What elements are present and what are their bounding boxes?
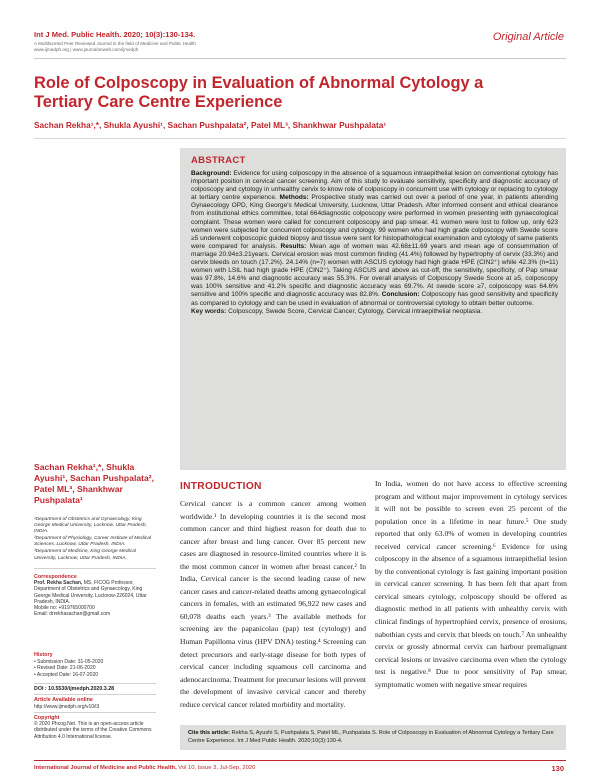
- correspondence-block: [34, 574, 156, 617]
- abstract-heading: ABSTRACT: [191, 155, 246, 166]
- online-url[interactable]: http://www.ijmedph.org/v10/i3: [34, 703, 100, 710]
- correspondence-heading: Correspondence: [34, 574, 77, 580]
- journal-website[interactable]: www.ijmedph.org | www.journalonweb.com/ijmedph: [34, 47, 139, 52]
- correspondence-details: [34, 580, 156, 605]
- keywords-label: Key words:: [191, 307, 227, 315]
- article-title: Role of Colposcopy in Evaluation of Abnormal Cytology a Tertiary Care Centre Experience: [34, 74, 484, 111]
- copyright-heading: Copyright: [34, 715, 60, 721]
- background-label: Background:: [191, 170, 232, 177]
- footer-journal: [34, 765, 255, 771]
- introduction-heading: INTRODUCTION: [180, 481, 262, 492]
- methods-text: Prospective study was carried out over a period of one year, in patients attending Gynaecology OPD, King George's Medical University, Lucknow, Uttar Pradesh. After informed consent and ethical clearance from institutional ethics committee, total 664diagnostic colposcopy were performed in women presenting with gynaecological complaint. These women were called for concurrent colposcopy and pap smear. 41 women were lost to follow up, only 623 women were subjected for concurrent colposcopy and cytology. 99 women who had high grade colposcopy with Swede score ≥5 underwent colposcopic guided biopsy and tissue were sent for histopathological examination and cytology of same patients were compared for analysis.: [191, 194, 558, 250]
- copyright-text: © 2020 Phcog.Net. This is an open-access article distributed under the terms of the Creative Commons Attribution 4.0 International license.: [34, 721, 152, 740]
- methods-label: Methods:: [279, 194, 309, 202]
- affiliation-3: ³Department of Medicine, King George Medical University, Lucknow, Uttar Pradesh, INDIA.: [34, 549, 136, 561]
- history-block: [34, 652, 156, 678]
- body-column-right: In India, women do not have access to effective screening program and without major improvement in cytology services it will not be possible to screen even 25 percent of the population once in a lifetime in near future.⁵ One study reported that only 63.0% of women in developing countries received cervical cancer screening.⁶ Evidence for using colposcopy in the absence of a squamous intraepithelial lesion by the conventional cytology is fast gaining important position in cervical cancer screening. It has been felt that apart from cervical smears cytology, colposcopy should be offered as diagnostic method in all patients with unhealthy cervix with clinical findings of hypertrophied cervix, presence of erosions, nabothian cysts and cervix that bleeds on touch.⁷ An unhealthy cervix or grossly abnormal cervix can harbour premalignant cervical lesions or invasive carcinoma even when the cytology test is negative.⁸ Due to poor sensitivity of Pap smear, symptomatic women with negative smear requires: [375, 479, 567, 689]
- author-list: Sachan Rekha¹,*, Shukla Ayushi¹, Sachan Pushpalata², Patel ML³, Shankhwar Pushpalata¹: [34, 120, 387, 130]
- keywords-text: Colposcopy, Swede Score, Cervical Cancer, Cytology, Cervical intraepithelial neoplasia.: [226, 307, 483, 315]
- doi-value[interactable]: 10.5530/ijmedph.2020.3.28: [48, 686, 115, 692]
- history-heading: History: [34, 652, 53, 658]
- keywords: [191, 308, 558, 316]
- online-block: [34, 697, 156, 710]
- sidebar-divider: [34, 683, 156, 684]
- affiliation-1: ¹Department of Obstetrics and Gynaecology, King George Medical University, Lucknow, Uttar Pradesh, INDIA.: [34, 517, 147, 535]
- submission-date: • Submission Date: 31-05-2020: [34, 658, 104, 665]
- correspondence-name: Prof. Rekha Sachan,: [34, 580, 83, 587]
- affiliations: [34, 517, 156, 563]
- page-number: 130: [551, 764, 564, 773]
- online-heading: Article Available online: [34, 697, 93, 703]
- article-type-label: Original Article: [492, 31, 564, 43]
- doi-label: DOI :: [34, 686, 49, 692]
- background-text: Evidence for using colposcopy in the absence of a squamous intraepithelial lesion on conventional cytology has important position in cervical cancer screening. Aim of this study to evaluate sensitivity, specificity and diagnostic accuracy of colposcopy and cytology in unhealthy cervix to know role of colposcopy in concurrent use with cytology or replacing to cytology at tertiary centre experience.: [191, 170, 558, 202]
- cite-this-article-box: [180, 725, 566, 750]
- results-text: Mean age of women was 42.68±11.69 years and mean age of consummation of marriage 20.94±3.21years. Cervical erosion was most common finding (41.4%) followed by hypertrophy of cervix (33.3%) and cervix bleeds on touch (17.2%). 24.14% (n=7) women with ASCUS cytology had high grade HPE (CIN2⁺) while 42.3% (n=11) women with LSIL had high grade HPE (CIN2⁺). Taking ASCUS and above as cut-off, the sensitivity, specificity, of Pap smear was 97.8%, 14.6% and diagnostic accuracy was 55.3%. For overall analysis of Colposcopy Swede Score at ≥5, colposcopy was 100% sensitive and 41.2% specific and diagnostic accuracy was 69.7%. At swede score ≥7, colposcopy was 64.6% sensitive and 100% specific and diagnostic accuracy was 82.8%.: [191, 242, 558, 299]
- correspondence-email[interactable]: Email: drrekhasachan@gmail.com: [34, 611, 111, 618]
- conclusion-text: Colposcopy has good sensitivity and specificity as compared to cytology and can be used in evaluation of abnormal or controversial cytology to obtain better outcome.: [191, 291, 558, 307]
- header-divider: [34, 58, 566, 59]
- author-divider: [34, 138, 566, 139]
- journal-subtitle: A Multifaceted Peer Reviewed Journal in the field of Medicine and Public Health: [34, 41, 196, 46]
- journal-citation-header: Int J Med. Public Health. 2020; 10(3):130-134.: [34, 30, 196, 39]
- sidebar-divider: [34, 694, 156, 695]
- revised-date: • Revised Date: 21-06-2020: [34, 665, 96, 671]
- sidebar-divider: [34, 712, 156, 713]
- sidebar-author-names: Sachan Rekha¹,*, Shukla Ayushi¹, Sachan Pushpalata², Patel ML³, Shankhwar Pushpalata¹: [34, 462, 155, 505]
- results-label: Results:: [280, 242, 307, 250]
- body-column-left: Cervical cancer is a common cancer among women worldwide.¹ In developing countries it is the second most common cancer and third highest reason for death due to cancer after breast and lung cancer. Over 85 percent new cases are diagnosed in resource-limited countries where it is the most common cancer in women after breast cancer.² In India, Cervical cancer is the second leading cause of new cancer cases and cancer-related deaths among gynaecological cancers in females, with an estimated 96,922 new cases and 60,078 deaths each years.³ The available methods for screening are the papanicolau (pap) test (cytology) and Human Papilloma virus (HPV DNA) testing.⁴ Screening can detect precursors and early-stage disease for both types of cervical cancer including squamous cell carcinoma and adenocarcinoma. Treatment for precursor lesions will prevent the development of invasive cervical cancer and thereby reduce cervical cancer related morbidity and mortality.: [180, 499, 366, 709]
- copyright-block: [34, 715, 156, 740]
- abstract-box: [180, 148, 566, 470]
- doi: [34, 686, 156, 692]
- cite-label: Cite this article:: [188, 730, 230, 736]
- correspondence-text: MS, FICOG Professor, Department of Obstetrics and Gynaecology, King George Medical University, Lucknow-226024, Uttar Pradesh, INDIA.: [34, 580, 147, 605]
- footer-journal-name: International Journal of Medicine and Public Health,: [34, 765, 177, 771]
- cite-text: Rekha S, Ayushi S, Pushpalata S, Patel ML, Pushpalata S. Role of Colposcopy in Evaluation of Abnormal Cytology a Tertiary Care Centre Experience. Int J Med Public Health. 2020;10(3):130-4.: [188, 730, 554, 745]
- accepted-date: • Accepted Date: 16-07-2020: [34, 671, 99, 678]
- footer-issue: Vol 10, Issue 3, Jul-Sep, 2020: [176, 765, 256, 771]
- affiliation-2: ²Department of Physiology, Career Institute of Medical Sciences, Lucknow, Uttar Pradesh, INDIA.: [34, 536, 152, 548]
- correspondence-mobile: Mobile no: +919765000700: [34, 605, 95, 612]
- footer-divider: [34, 760, 566, 761]
- sidebar-divider: [34, 568, 156, 569]
- conclusion-label: Conclusion:: [381, 291, 420, 299]
- abstract-text: [191, 170, 558, 308]
